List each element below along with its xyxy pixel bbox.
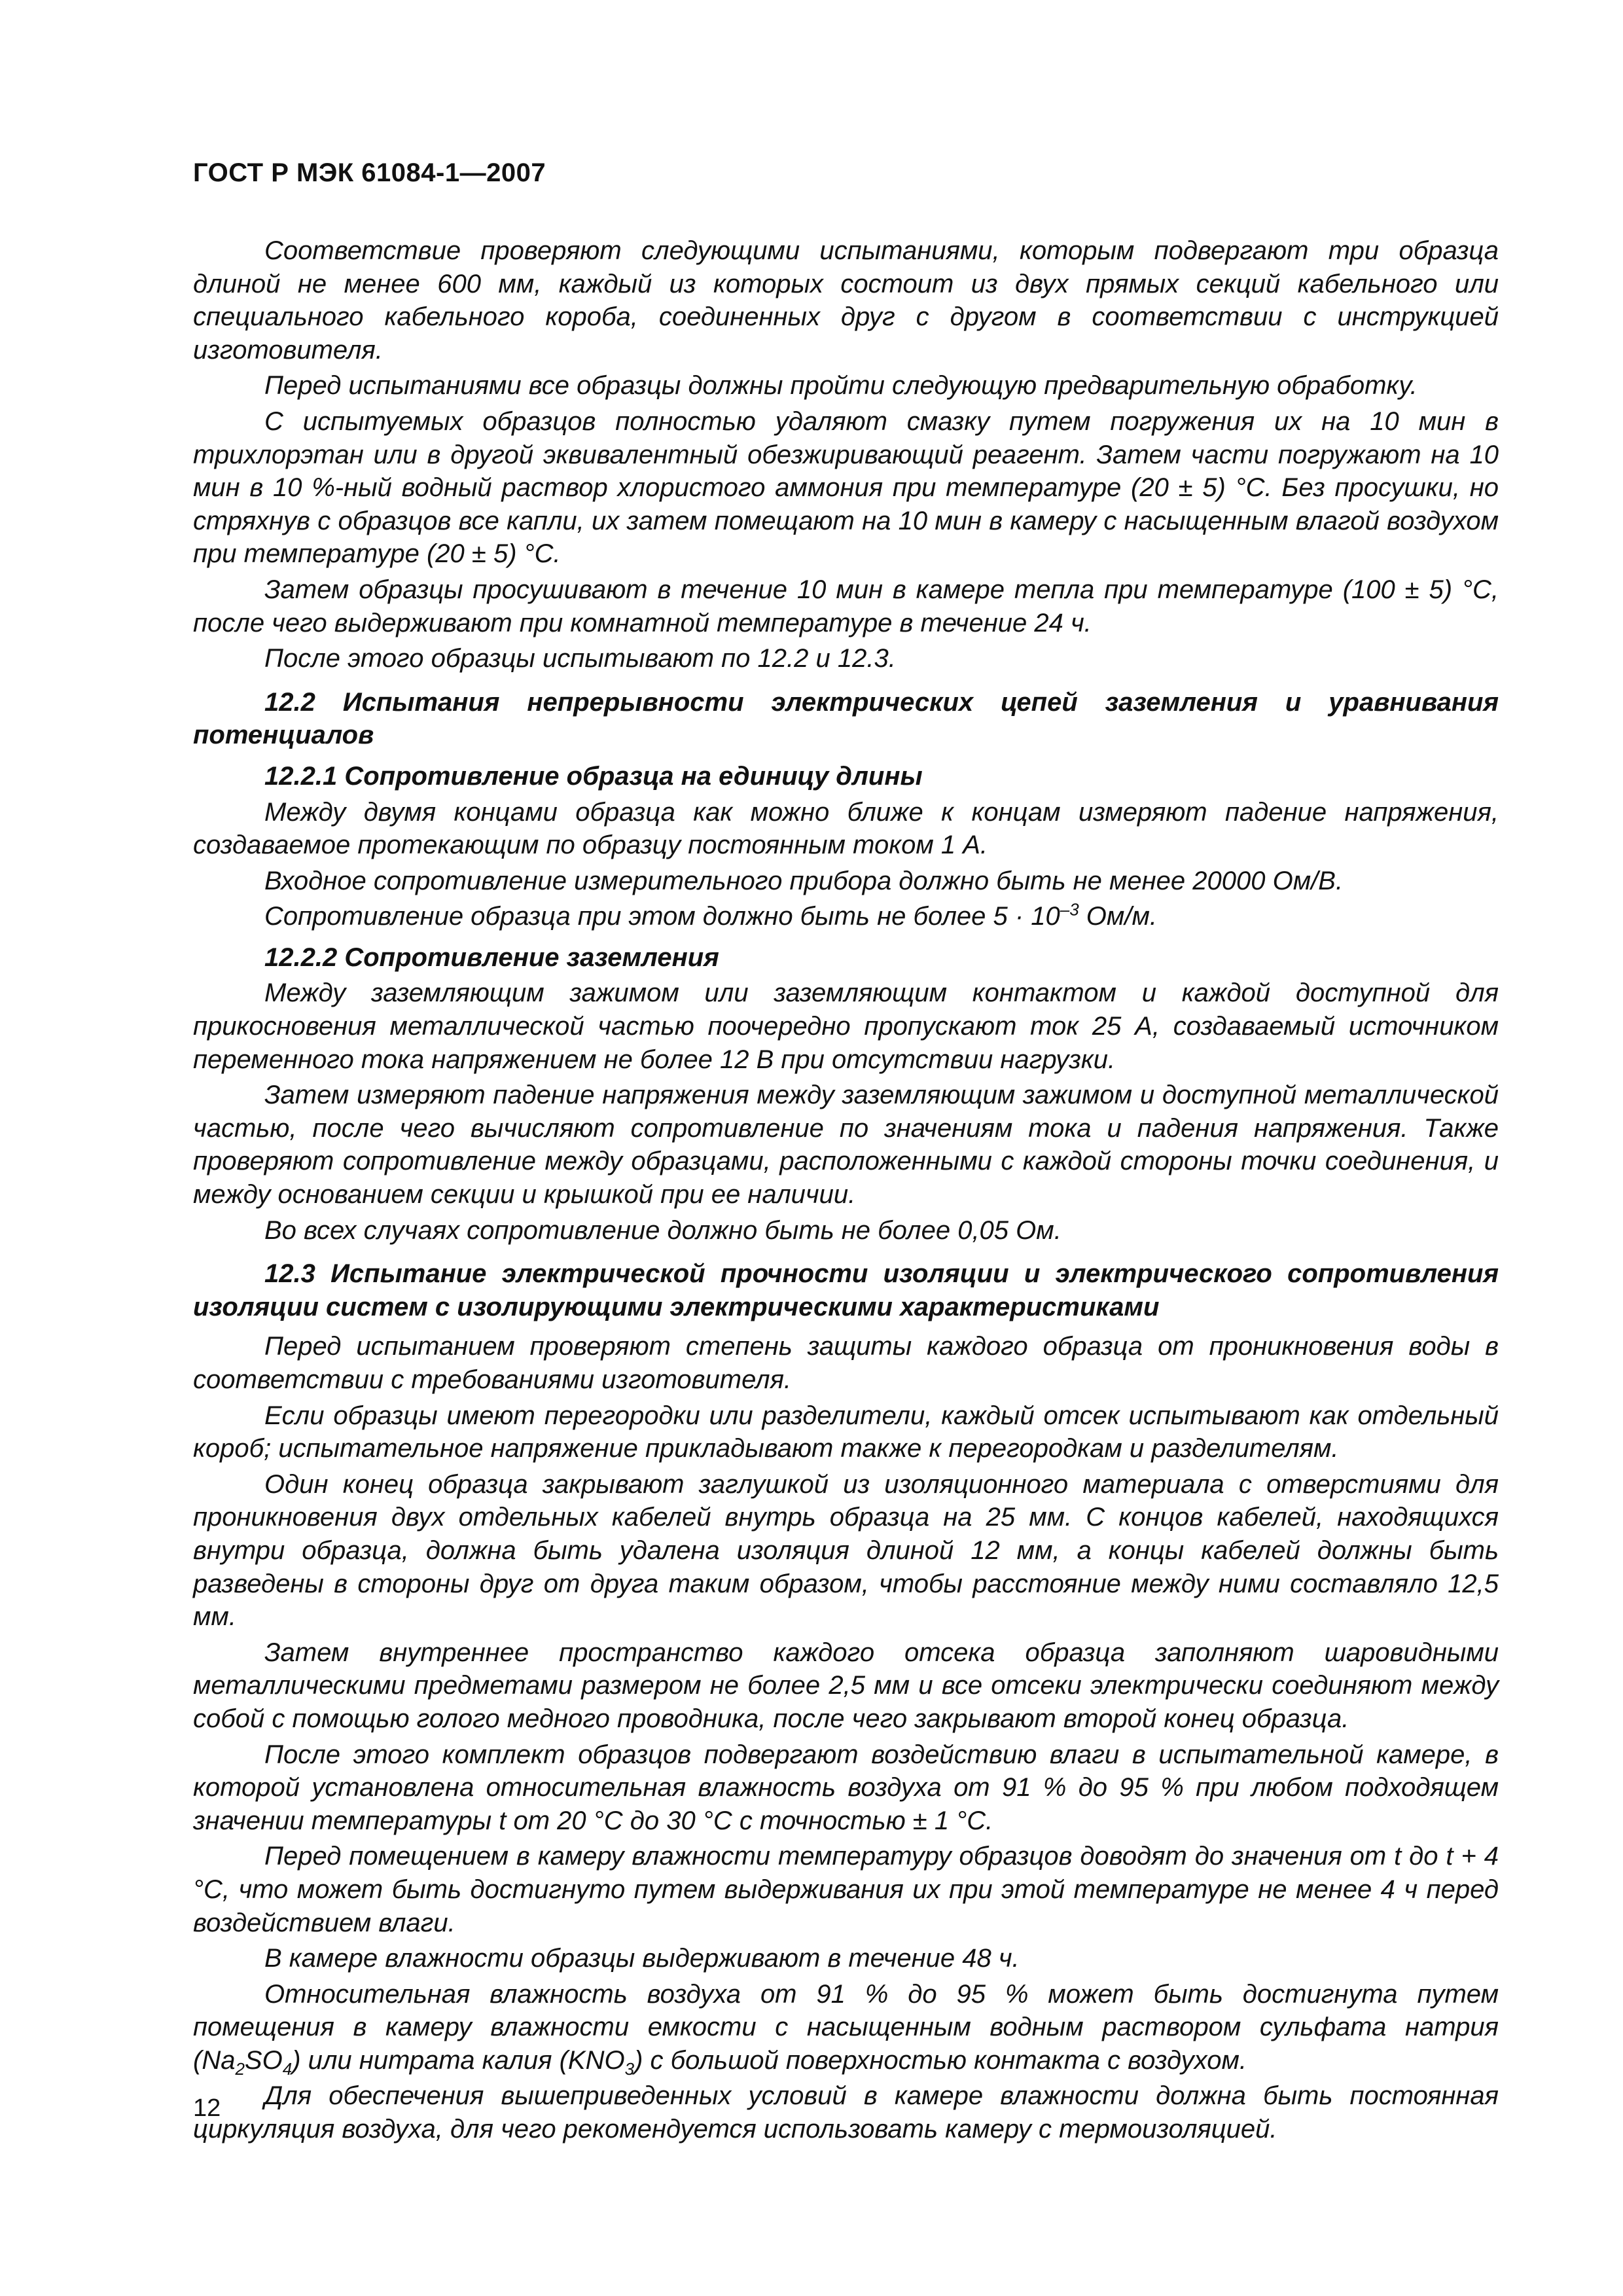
paragraph: Для обеспечения вышеприведенных условий в камере влажности должна быть постоянная циркуляция воздуха, для чего рекомендуется использовать камеру с термоизоляцией.	[193, 2081, 1499, 2144]
text-run: Относительная влажность воздуха от 91 % до 95 % может быть достигнута путем помещения в камеру влажности емкости с насыщенным водным раствором сульфата натрия (Na	[193, 1979, 1499, 2075]
paragraph-with-exponent	[193, 900, 1499, 933]
text-run: ) или нитрата калия (KNO	[292, 2045, 625, 2075]
paragraph: После этого образцы испытывают по 12.2 и 12.3.	[264, 644, 896, 673]
subsection-heading-12-2-1: 12.2.1 Сопротивление образца на единицу длины	[264, 761, 923, 791]
text-run: Ом/м.	[1079, 902, 1157, 931]
subscript: 2	[235, 2058, 245, 2079]
paragraph: Затем образцы просушивают в течение 10 мин в камере тепла при температуре (100 ± 5) °С, после чего выдерживают при комнатной температуре в течение 24 ч.	[193, 575, 1499, 637]
paragraph: Затем внутреннее пространство каждого отсека образца заполняют шаровидными металлическими предметами размером не более 2,5 мм и все отсеки электрически соединяют между собой с помощью голого медного проводника, после чего закрывают второй конец образца.	[193, 1638, 1499, 1733]
section-heading-12-2: 12.2 Испытания непрерывности электрических цепей заземления и уравнивания потенциалов	[193, 687, 1499, 750]
subsection-heading-12-2-2: 12.2.2 Сопротивление заземления	[264, 942, 719, 972]
text-run: ) с большой поверхностью контакта с воздухом.	[634, 2045, 1247, 2075]
paragraph: Входное сопротивление измерительного прибора должно быть не менее 20000 Ом/В.	[264, 866, 1344, 895]
paragraph: Если образцы имеют перегородки или разделители, каждый отсек испытывают как отдельный короб; испытательное напряжение прикладывают также к перегородкам и разделителям.	[193, 1401, 1499, 1463]
text-run: SO	[244, 2045, 283, 2075]
paragraph: В камере влажности образцы выдерживают в течение 48 ч.	[264, 1944, 1020, 1973]
paragraph: Между двумя концами образца как можно ближе к концам измеряют падение напряжения, создаваемое протекающим по образцу постоянным током 1 А.	[193, 797, 1499, 860]
paragraph: Во всех случаях сопротивление должно быть не более 0,05 Ом.	[264, 1215, 1061, 1245]
section-heading-12-3: 12.3 Испытание электрической прочности изоляции и электрического сопротивления изоляции систем с изолирующими электрическими характеристиками	[193, 1259, 1499, 1321]
paragraph: Один конец образца закрывают заглушкой из изоляционного материала с отверстиями для проникновения двух отдельных кабелей внутрь образца на 25 мм. С концов кабелей, находящихся внутри образца, должна быть удалена изоляция длиной 12 мм, а концы кабелей должны быть разведены в стороны друг от друга таким образом, чтобы расстояние между ними составляло 12,5 мм.	[193, 1469, 1499, 1632]
subscript: 4	[282, 2058, 293, 2079]
page-number: 12	[193, 2094, 221, 2122]
superscript: –3	[1060, 899, 1079, 920]
document-body	[193, 234, 1499, 2149]
paragraph: Затем измеряют падение напряжения между заземляющим зажимом и доступной металлической частью, после чего вычисляют сопротивление по значениям тока и падения напряжения. Также проверяют сопротивление между образцами, расположенными с каждой стороны точки соединения, и между основанием секции и крышкой при ее наличии.	[193, 1081, 1499, 1210]
paragraph: Перед помещением в камеру влажности температуру образцов доводят до значения от t до t + 4 °С, что может быть достигнуто путем выдерживания их при этой температуре не менее 4 ч перед воздействием влаги.	[193, 1842, 1499, 1937]
text-run: Сопротивление образца при этом должно быть не более 5 · 10	[264, 902, 1060, 931]
paragraph: С испытуемых образцов полностью удаляют смазку путем погружения их на 10 мин в трихлорэтан или в другой эквивалентный обезжиривающий реагент. Затем части погружают на 10 мин в 10 %-ный водный раствор хлористого аммония при температуре (20 ± 5) °С. Без просушки, но стряхнув с образцов все капли, их затем помещают на 10 мин в камеру с насыщенным влагой воздухом при температуре (20 ± 5) °С.	[193, 406, 1499, 569]
document-header: ГОСТ Р МЭК 61084-1—2007	[193, 158, 546, 187]
paragraph: Соответствие проверяют следующими испытаниями, которым подвергают три образца длиной не менее 600 мм, каждый из которых состоит из двух прямых секций кабельного или специального кабельного короба, соединенных друг с другом в соответствии с инструкцией изготовителя.	[193, 236, 1499, 365]
subscript: 3	[624, 2058, 635, 2079]
paragraph: Между заземляющим зажимом или заземляющим контактом и каждой доступной для прикосновения металлической частью поочередно пропускают ток 25 А, создаваемый источником переменного тока напряжением не более 12 В при отсутствии нагрузки.	[193, 978, 1499, 1074]
paragraph: Перед испытанием проверяют степень защиты каждого образца от проникновения воды в соответствии с требованиями изготовителя.	[193, 1332, 1499, 1394]
paragraph: Перед испытаниями все образцы должны пройти следующую предварительную обработку.	[264, 371, 1418, 401]
paragraph: После этого комплект образцов подвергают воздействию влаги в испытательной камере, в которой установлена относительная влажность воздуха от 91 % до 95 % при любом подходящем значении температуры t от 20 °С до 30 °С с точностью ± 1 °С.	[193, 1740, 1499, 1835]
paragraph-with-formula	[193, 1978, 1499, 2077]
